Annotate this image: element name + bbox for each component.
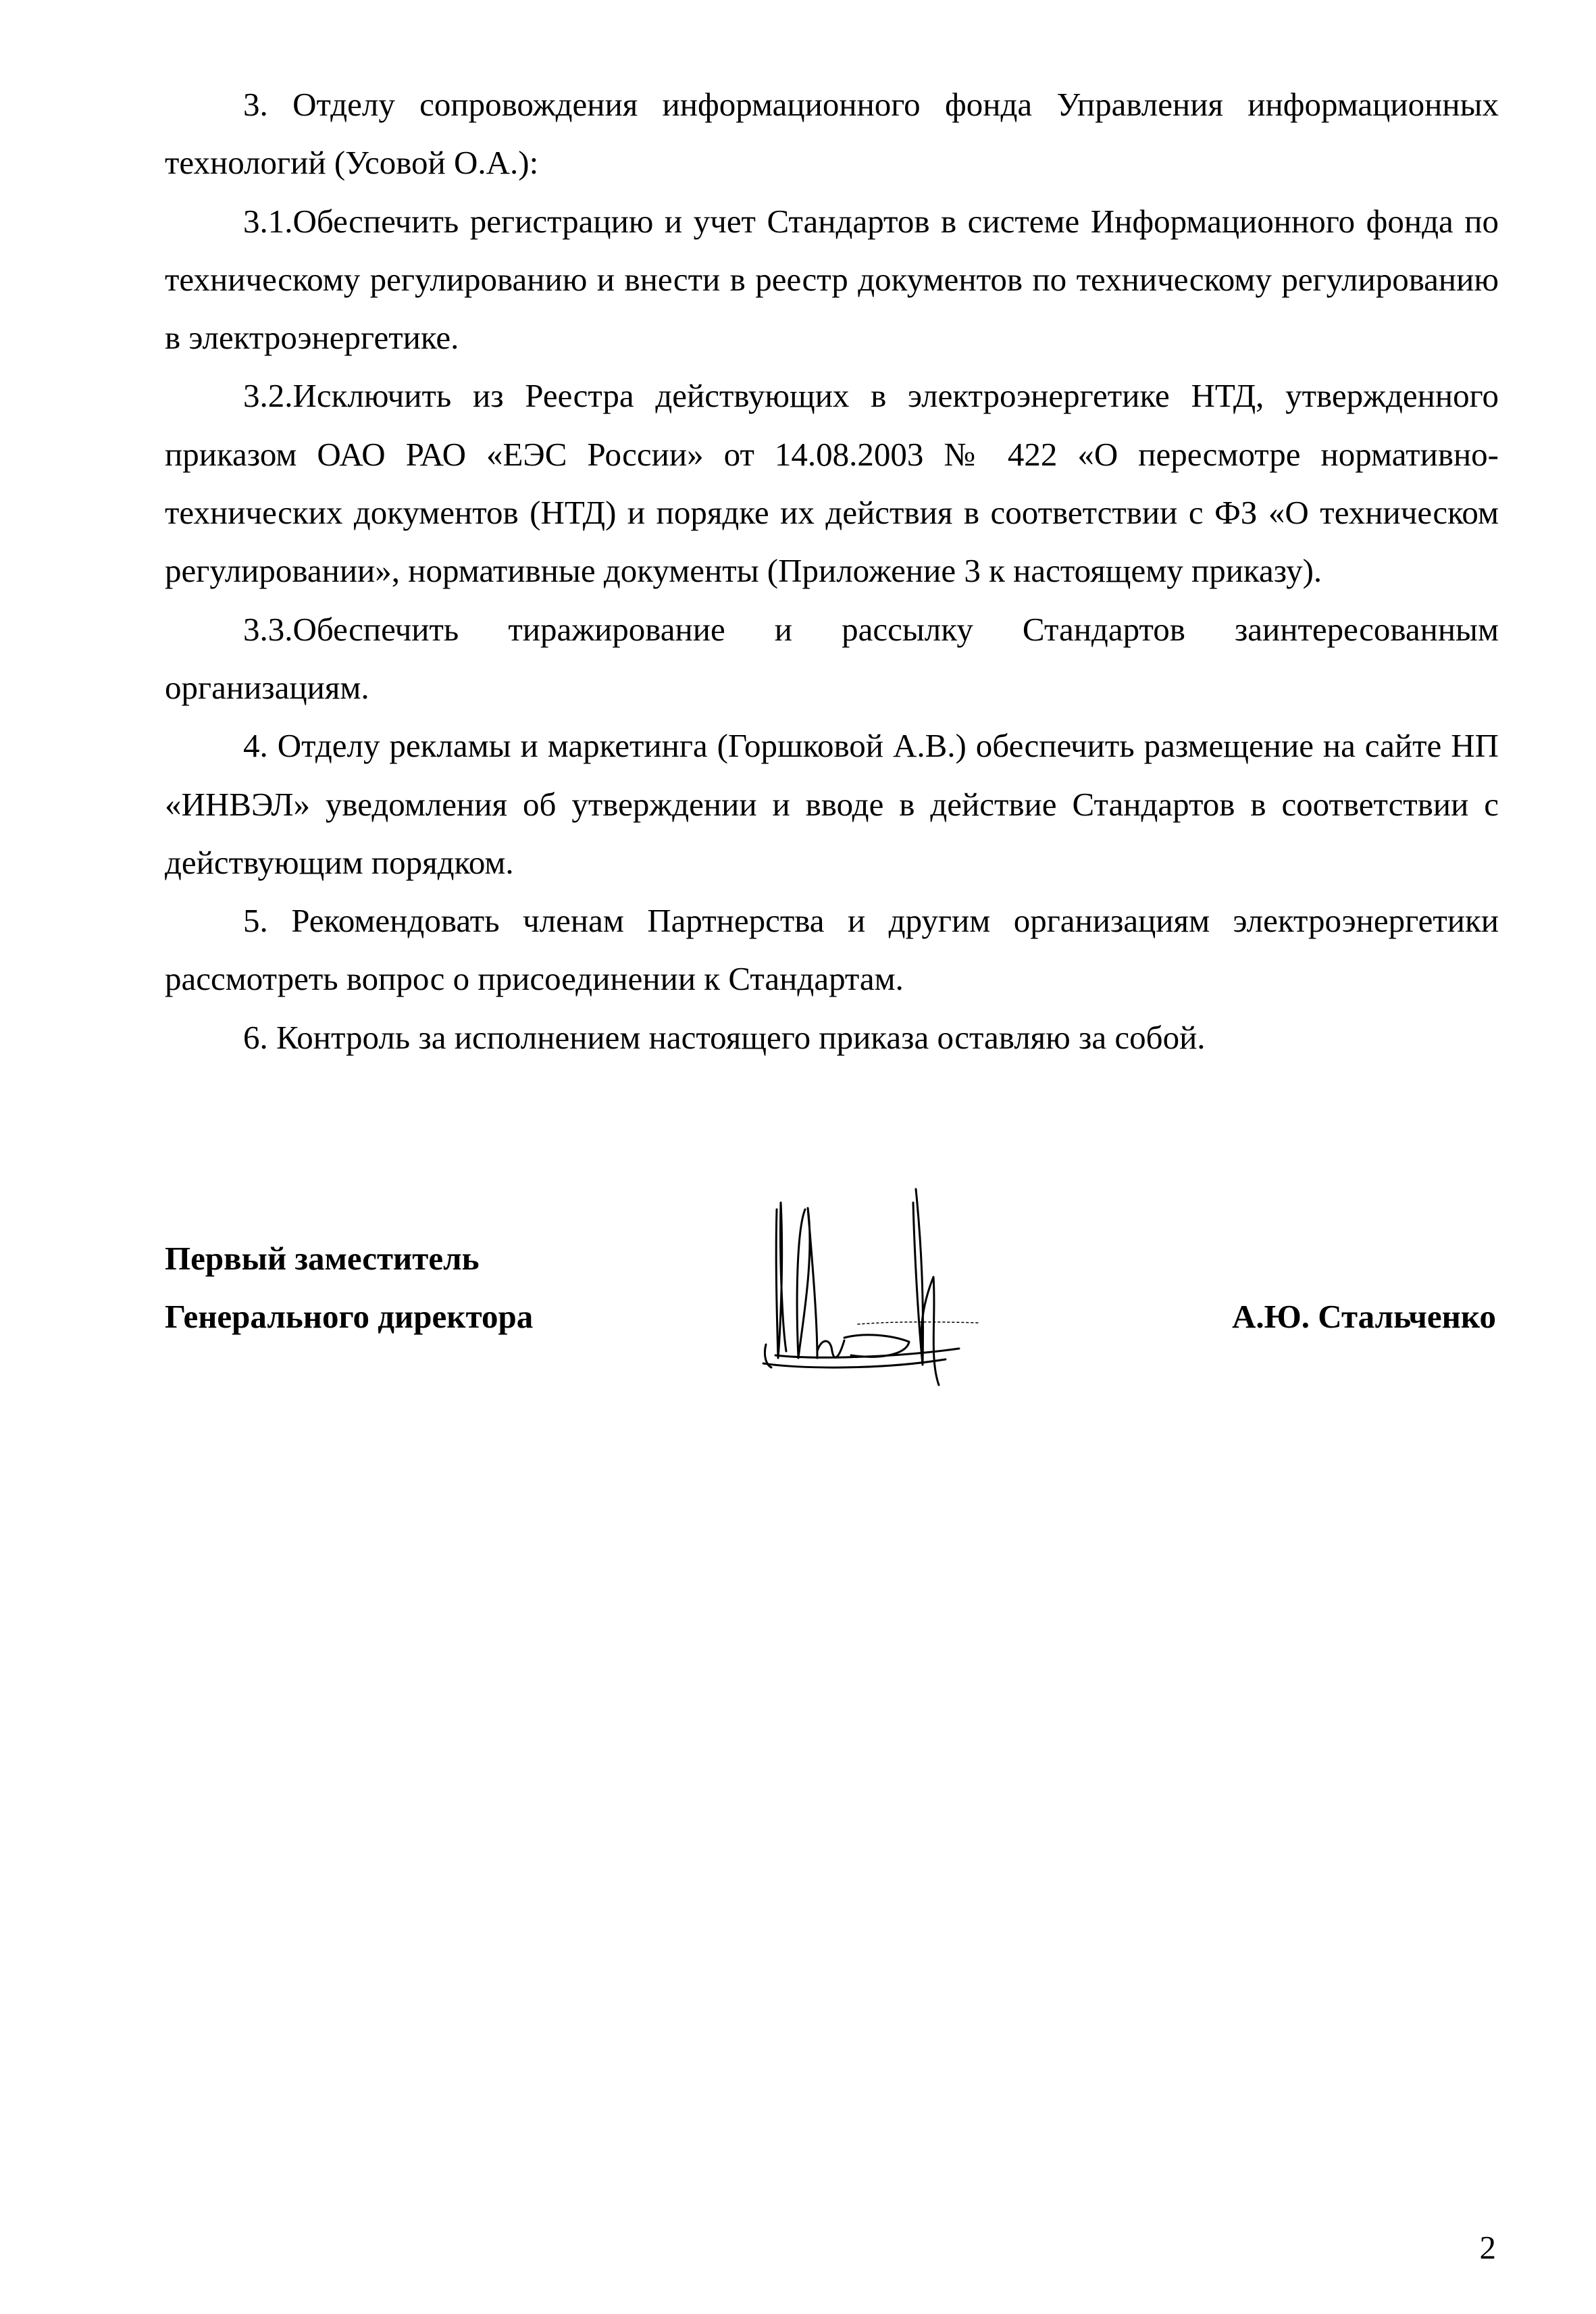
signatory-title [165,1230,533,1346]
signatory-title-line2: Генерального директора [165,1298,534,1335]
paragraph-5: 5. Рекомендовать членам Партнерства и другим организациям электроэнергетики рассмотреть вопрос о присоединении к Стандартам. [165,902,1499,998]
document-body [165,76,1499,1067]
paragraph-3-2: 3.2.Исключить из Реестра действующих в электроэнергетике НТД, утвержденного приказом ОАО РАО «ЕЭС России» от 14.08.2003 № 422 «О пересмотре нормативно-технических документов (НТД) и порядке их действия в соответствии с ФЗ «О техническом регулировании», нормативные документы (Приложение 3 к настоящему приказу). [165,377,1499,590]
handwritten-signature [756,1122,1027,1392]
signatory-title-line1: Первый заместитель [165,1240,480,1277]
paragraph-3-3: 3.3.Обеспечить тиражирование и рассылку Стандартов заинтересованным организациям. [165,610,1499,706]
signatory-name: А.Ю. Стальченко [1231,1298,1496,1335]
paragraph-3-1: 3.1.Обеспечить регистрацию и учет Стандартов в системе Информационного фонда по техническому регулированию и внести в реестр документов по техническому регулированию в электроэнергетике. [165,202,1499,357]
page-number: 2 [1479,2229,1496,2266]
paragraph-4: 4. Отделу рекламы и маркетинга (Горшковой А.В.) обеспечить размещение на сайте НП «ИНВЭЛ» уведомления об утверждении и вводе в действие Стандартов в соответствии с действующим порядком. [165,727,1499,881]
paragraph-3: 3. Отделу сопровождения информационного фонда Управления информационных технологий (Усовой О.А.): [165,86,1499,182]
paragraph-6: 6. Контроль за исполнением настоящего приказа оставляю за собой. [243,1018,1206,1056]
